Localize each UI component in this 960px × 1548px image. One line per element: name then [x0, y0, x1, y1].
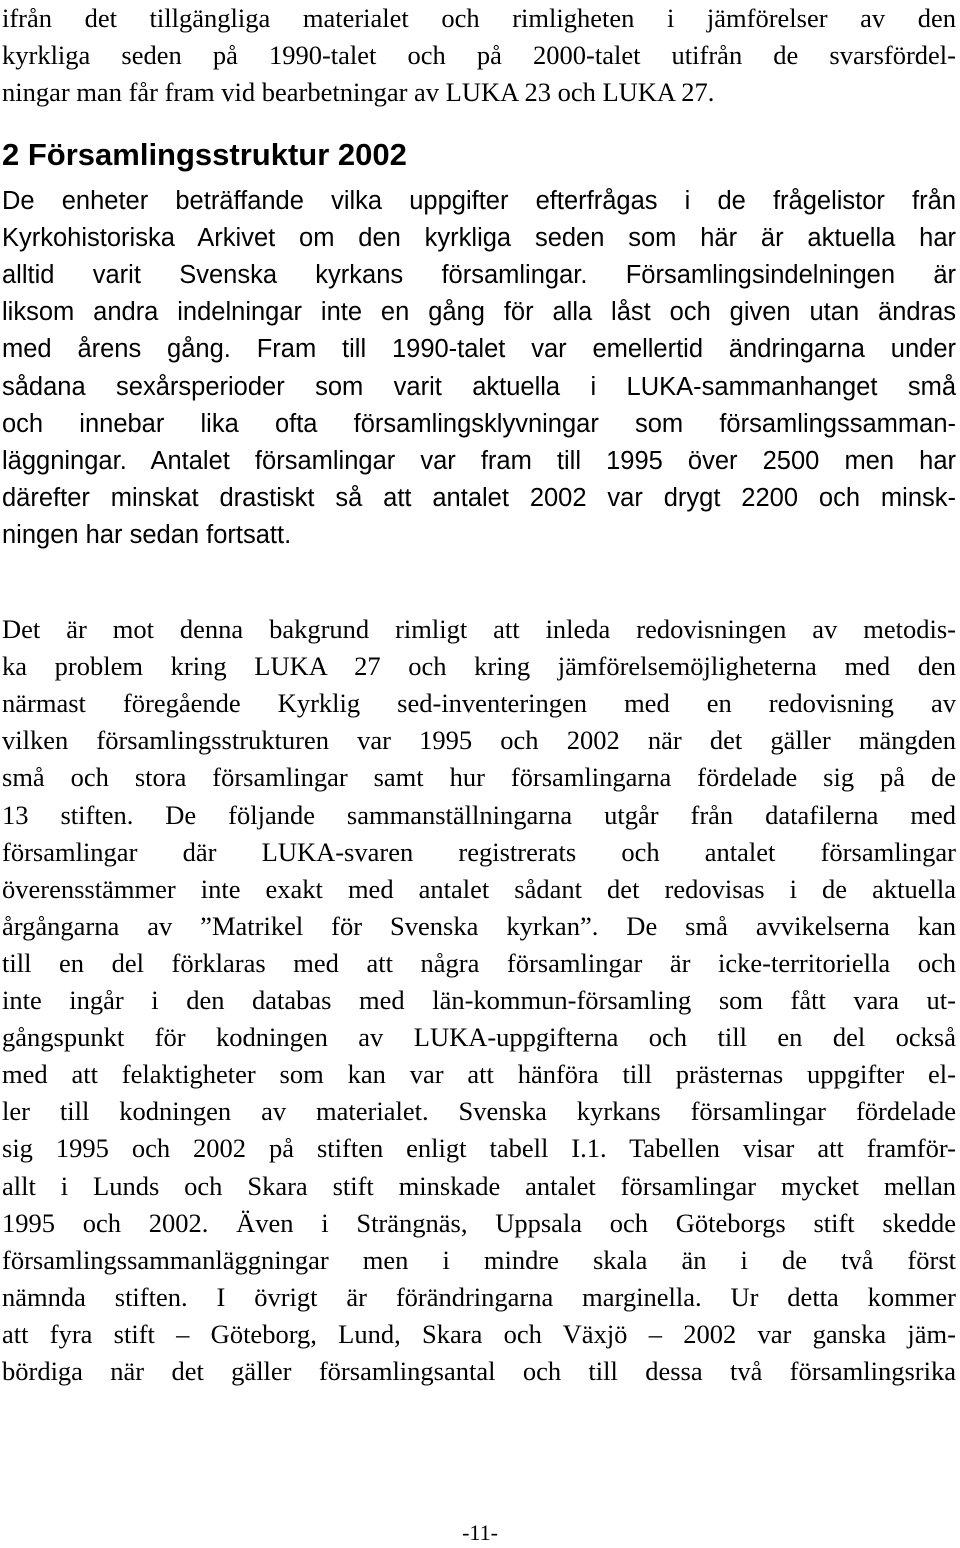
text-line: att fyra stift – Göteborg, Lund, Skara och Växjö – 2002 var ganska jäm- — [2, 1318, 956, 1349]
text-line: årgångarna av ”Matrikel för Svenska kyrkan”. De små avvikelserna kan — [2, 910, 956, 941]
text-line: kyrkliga seden på 1990-talet och på 2000-talet utifrån de svarsfördel- — [2, 40, 956, 71]
text-line: ka problem kring LUKA 27 och kring jämförelsemöjligheterna med den — [2, 651, 956, 682]
text-line: bördiga när det gäller församlingsantal och till dessa två församlingsrika — [2, 1356, 956, 1386]
text-line: därefter minskat drastiskt så att antalet 2002 var drygt 2200 och minsk- — [2, 483, 956, 512]
text-line: sig 1995 och 2002 på stiften enligt tabell I.1. Tabellen visar att framför- — [2, 1133, 956, 1164]
text-line: inte ingår i den databas med län-kommun-församling som fått vara ut- — [2, 985, 956, 1015]
text-line: med att felaktigheter som kan var att hänföra till prästernas uppgifter el- — [2, 1059, 956, 1090]
text-line: små och stora församlingar samt hur församlingarna fördelade sig på de — [2, 762, 956, 793]
text-line: läggningar. Antalet församlingar var fram till 1995 över 2500 men har — [2, 446, 956, 475]
text-line: 13 stiften. De följande sammanställningarna utgår från datafilerna med — [2, 799, 956, 830]
text-line: församlingssammanläggningar men i mindre skala än i de två först — [2, 1244, 956, 1275]
text-line: Det är mot denna bakgrund rimligt att inleda redovisningen av metodis- — [2, 614, 956, 644]
text-line: ningen har sedan fortsatt. — [2, 520, 292, 549]
text-line: överensstämmer inte exakt med antalet sådant det redovisas i de aktuella — [2, 873, 956, 904]
text-line: 1995 och 2002. Även i Strängnäs, Uppsala och Göteborgs stift skedde — [2, 1207, 956, 1238]
text-line: nämnda stiften. I övrigt är förändringarna marginella. Ur detta kommer — [2, 1281, 956, 1312]
text-line: vilken församlingsstrukturen var 1995 och 2002 när det gäller mängden — [2, 725, 956, 756]
page-number: -11- — [462, 1520, 498, 1545]
text-line: ler till kodningen av materialet. Svenska kyrkans församlingar fördelade — [2, 1096, 956, 1127]
text-line: gångspunkt för kodningen av LUKA-uppgifterna och till en del också — [2, 1022, 956, 1053]
text-line: allt i Lunds och Skara stift minskade antalet församlingar mycket mellan — [2, 1170, 956, 1201]
text-line: sådana sexårsperioder som varit aktuella i LUKA-sammanhanget små — [2, 372, 956, 401]
text-line: och innebar lika ofta församlingsklyvningar som församlingssamman- — [2, 409, 956, 438]
text-line: ifrån det tillgängliga materialet och rimligheten i jämförelser av den — [2, 3, 956, 33]
text-line: alltid varit Svenska kyrkans församlingar. Församlingsindelningen är — [2, 261, 956, 290]
text-line: med årens gång. Fram till 1990-talet var emellertid ändringarna under — [2, 335, 956, 364]
text-line: liksom andra indelningar inte en gång för alla låst och given utan ändras — [2, 298, 956, 327]
text-line: De enheter beträffande vilka uppgifter efterfrågas i de frågelistor från — [2, 187, 956, 215]
text-line: till en del förklaras med att några församlingar är icke-territoriella och — [2, 947, 956, 978]
section-heading: 2 Församlingsstruktur 2002 — [2, 137, 407, 172]
text-line: ningar man får fram vid bearbetningar av LUKA 23 och LUKA 27. — [2, 77, 715, 108]
text-line: närmast föregående Kyrklig sed-inventeringen med en redovisning av — [2, 688, 956, 719]
text-line: församlingar där LUKA-svaren registrerats och antalet församlingar — [2, 836, 956, 867]
text-line: Kyrkohistoriska Arkivet om den kyrkliga seden som här är aktuella har — [2, 224, 956, 253]
